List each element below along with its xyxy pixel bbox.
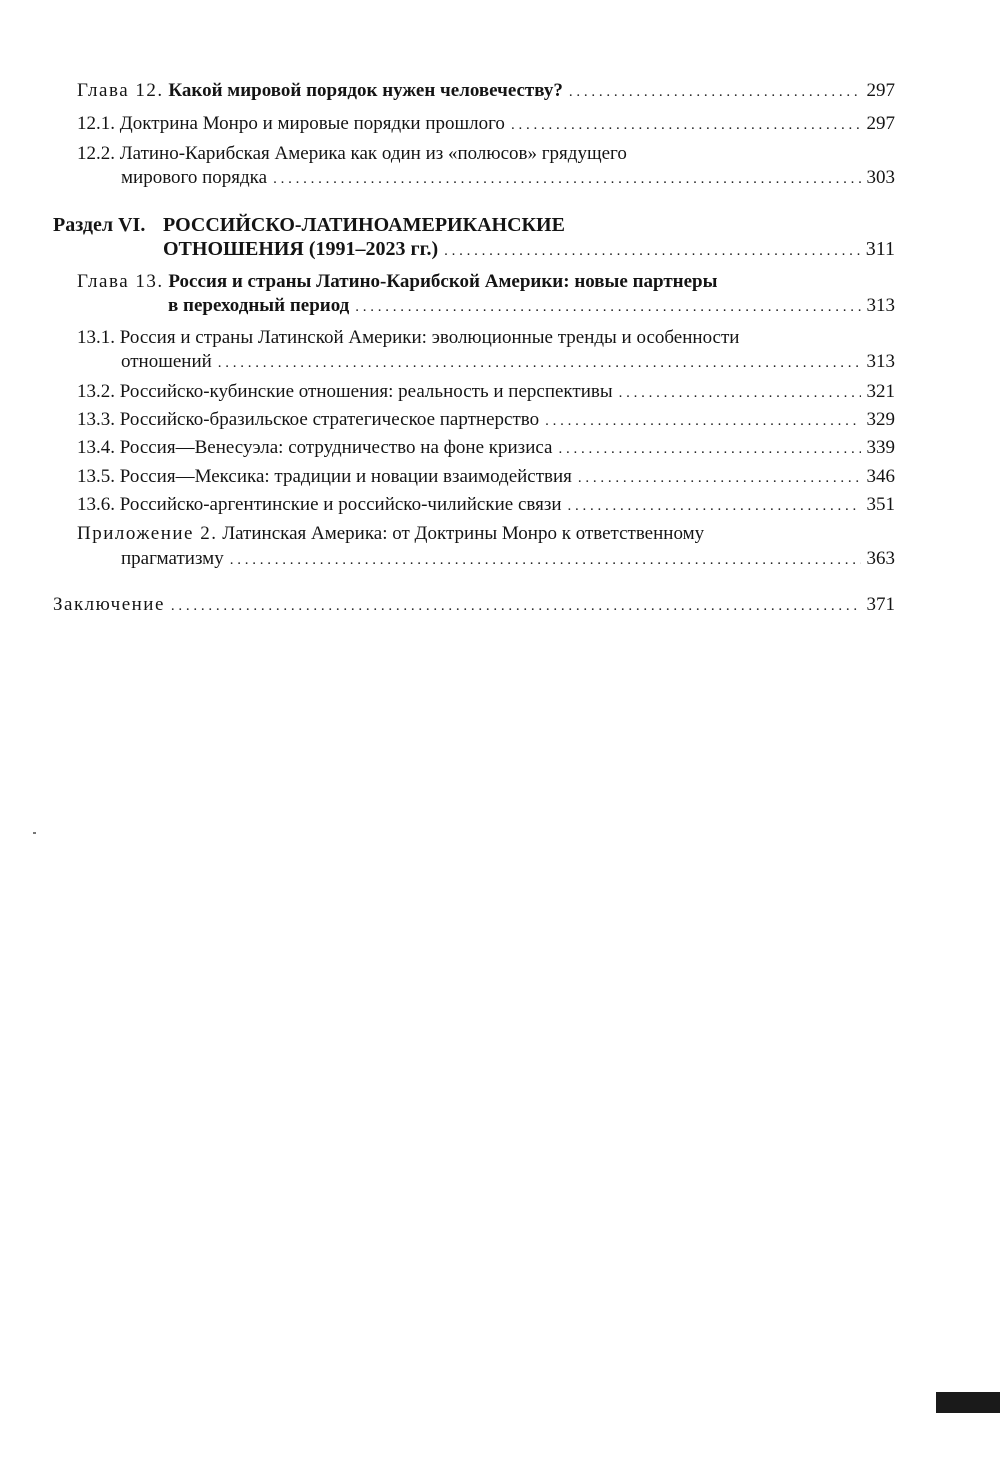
page-number: 297 <box>866 80 895 101</box>
toc-entry-13-2[interactable] <box>77 380 895 405</box>
entry-prefix: Глава 13. <box>77 271 164 292</box>
entry-title: Россия—Мексика: традиции и новации взаимодействия <box>119 466 572 487</box>
entry-prefix: 12.2. <box>77 143 115 164</box>
dot-leader <box>444 239 860 263</box>
toc-entry-chapter-13-line1[interactable] <box>77 270 717 294</box>
toc-entry-12-2-line2[interactable] <box>121 166 895 191</box>
entry-prefix: 13.1. <box>77 327 115 348</box>
entry-prefix: 13.4. <box>77 437 115 458</box>
entry-title-line1: Латино-Карибская Америка как один из «полюсов» грядущего <box>119 143 627 164</box>
scan-speck <box>33 832 36 834</box>
toc-entry-13-1-line2[interactable] <box>121 350 895 375</box>
entry-title: Российско-кубинские отношения: реальность и перспективы <box>119 381 613 402</box>
entry-title: Какой мировой порядок нужен человечеству? <box>168 80 563 101</box>
entry-prefix: 13.6. <box>77 494 115 515</box>
toc-section-6-line2[interactable] <box>163 237 895 263</box>
toc-entry-conclusion[interactable] <box>53 593 895 618</box>
entry-prefix: Глава 12. <box>77 80 164 101</box>
entry-title: Российско-бразильское стратегическое партнерство <box>119 409 540 430</box>
entry-title-line2: отношений <box>121 351 212 372</box>
page-number: 329 <box>866 409 895 430</box>
entry-prefix: 13.2. <box>77 381 115 402</box>
toc-entry-appendix-2-line2[interactable] <box>121 547 895 572</box>
dot-leader <box>230 548 861 572</box>
entry-title-line2: прагматизму <box>121 548 224 569</box>
toc-entry-13-4[interactable] <box>77 436 895 461</box>
page-number: 351 <box>866 494 895 515</box>
page-edge-marker <box>936 1392 1000 1413</box>
section-prefix: Раздел VI. <box>53 214 146 236</box>
page-number: 339 <box>866 437 895 458</box>
entry-title-line1: Россия и страны Латинской Америки: эволюционные тренды и особенности <box>119 327 740 348</box>
entry-prefix: 12.1. <box>77 113 115 134</box>
page-number: 346 <box>866 466 895 487</box>
page-number: 313 <box>866 351 895 372</box>
entry-prefix: 13.5. <box>77 466 115 487</box>
entry-title-line1: Латинская Америка: от Доктрины Монро к ответственному <box>222 523 705 544</box>
dot-leader <box>569 80 861 104</box>
dot-leader <box>558 437 860 461</box>
entry-title: Заключение <box>53 594 165 615</box>
dot-leader <box>578 466 861 490</box>
entry-prefix: Приложение 2. <box>77 523 218 544</box>
dot-leader <box>218 351 861 375</box>
dot-leader <box>545 409 860 433</box>
toc-section-6-line1[interactable] <box>53 213 565 237</box>
page-number: 321 <box>866 381 895 402</box>
entry-title: Доктрина Монро и мировые порядки прошлого <box>119 113 505 134</box>
dot-leader <box>511 113 861 137</box>
toc-entry-13-5[interactable] <box>77 465 895 490</box>
dot-leader <box>171 594 861 618</box>
page-number: 371 <box>866 594 895 615</box>
page-number: 303 <box>866 167 895 188</box>
page-number: 311 <box>865 238 895 260</box>
entry-title: Россия—Венесуэла: сотрудничество на фоне кризиса <box>119 437 553 458</box>
entry-prefix: 13.3. <box>77 409 115 430</box>
toc-entry-12-2-line1[interactable] <box>77 142 627 166</box>
dot-leader <box>619 381 861 405</box>
entry-title-line1: Россия и страны Латино-Карибской Америки: новые партнеры <box>168 271 718 292</box>
section-title-line2: ОТНОШЕНИЯ (1991–2023 гг.) <box>163 238 439 260</box>
toc-entry-appendix-2-line1[interactable] <box>77 522 704 546</box>
page-number: 363 <box>866 548 895 569</box>
toc-entry-13-1-line1[interactable] <box>77 326 739 350</box>
section-title-line1: РОССИЙСКО-ЛАТИНОАМЕРИКАНСКИЕ <box>163 214 565 236</box>
dot-leader <box>568 494 861 518</box>
toc-entry-chapter-13-line2[interactable] <box>168 294 895 319</box>
entry-title-line2: в переходный период <box>168 295 350 316</box>
entry-title: Российско-аргентинские и российско-чилийские связи <box>119 494 562 515</box>
dot-leader <box>355 295 860 319</box>
toc-entry-chapter-12[interactable] <box>77 79 895 104</box>
toc-entry-13-6[interactable] <box>77 493 895 518</box>
page-number: 297 <box>866 113 895 134</box>
toc-entry-12-1[interactable] <box>77 112 895 137</box>
toc-entry-13-3[interactable] <box>77 408 895 433</box>
page-number: 313 <box>866 295 895 316</box>
dot-leader <box>273 167 860 191</box>
entry-title-line2: мирового порядка <box>121 167 268 188</box>
